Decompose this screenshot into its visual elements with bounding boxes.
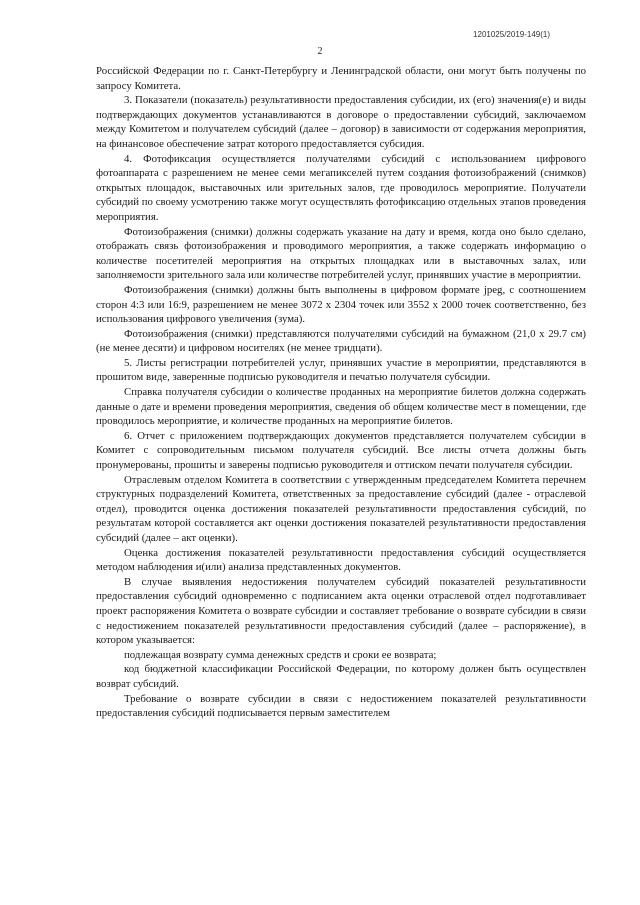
document-body — [96, 64, 586, 721]
paragraph: Отраслевым отделом Комитета в соответствии с утвержденным председателем Комитета перечнем структурных подразделений Комитета, ответственных за предоставление субсидий (далее - отраслевой отдел), проводится оценка достижения показателей результативности предоставления субсидий, по результатам которой составляется акт оценки достижения показателей результативности предоставления субсидий (далее – акт оценки). — [96, 473, 586, 544]
paragraph: Российской Федерации по г. Санкт-Петербургу и Ленинградской области, они могут быть получены по запросу Комитета. — [96, 65, 586, 92]
paragraph: В случае выявления недостижения получателем субсидий показателей результативности предоставления субсидий одновременно с подписанием акта оценки отраслевой отдел подготавливает проект распоряжения Комитета о возврате субсидии и составляет требование о возврате субсидии в связи с недостижением показателей результативности предоставления субсидий (далее – распоряжение), в котором указывается: — [96, 575, 586, 647]
paragraph: Фотоизображения (снимки) представляются получателями субсидий на бумажном (21,0 x 29.7 см) (не менее десяти) и цифровом носителях (не менее тридцати). — [96, 327, 586, 355]
paragraph: Требование о возврате субсидии в связи с недостижением показателей результативности предоставления субсидий подписывается первым заместителем — [96, 692, 586, 720]
paragraph: Справка получателя субсидии о количестве проданных на мероприятие билетов должна содержать данные о дате и времени проведения мероприятия, сведения об общем количестве мест в помещении, где проводилось мероприятие, и количестве проданных на мероприятие билетов. — [96, 386, 586, 428]
paragraph: 5. Листы регистрации потребителей услуг, принявших участие в мероприятии, представляются в прошитом виде, заверенные подписью руководителя и печатью получателя субсидии. — [96, 356, 586, 384]
document-id: 1201025/2019-149(1) — [473, 30, 550, 39]
paragraph: 3. Показатели (показатель) результативности предоставления субсидии, их (его) значения(е) и виды подтверждающих документов устанавливаются в договоре о предоставлении субсидий, заключаемом между Комитетом и получателем субсидий (далее – договор) в зависимости от содержания мероприятия, на финансовое обеспечение затрат которого предоставляется субсидия. — [96, 94, 586, 150]
paragraph: Оценка достижения показателей результативности предоставления субсидий осуществляется методом наблюдения и(или) анализа представленных документов. — [96, 546, 586, 574]
paragraph: подлежащая возврату сумма денежных средств и сроки ее возврата; — [124, 648, 437, 661]
page-number: 2 — [317, 46, 323, 57]
paragraph: Фотоизображения (снимки) должны быть выполнены в цифровом формате jpeg, с соотношением сторон 4:3 или 16:9, разрешением не менее 3072 x 2304 точек или 3552 x 2000 точек соответственно, без использования цифрового увеличения (зума). — [96, 283, 586, 326]
paragraph: код бюджетной классификации Российской Федерации, по которому должен быть осуществлен возврат субсидий. — [96, 663, 586, 690]
paragraph: 6. Отчет с приложением подтверждающих документов представляется получателем субсидии в Комитет с сопроводительным письмом получателя субсидий. Все листы отчета должны быть пронумерованы, прошиты и заверены подписью руководителя и оттиском печати получателя субсидии. — [96, 429, 586, 472]
paragraph: 4. Фотофиксация осуществляется получателями субсидий с использованием цифрового фотоаппарата с разрешением не менее семи мегапикселей путем создания фотоизображений (снимков) открытых площадок, выставочных или зрительных залов, где проводилось мероприятие. Получатели субсидий по своему усмотрению также могут осуществлять фотофиксацию отдельных этапов проведения мероприятия. — [96, 152, 586, 223]
paragraph: Фотоизображения (снимки) должны содержать указание на дату и время, когда оно было сделано, отображать связь фотоизображения и проводимого мероприятия, а также содержать информацию о количестве посетителей мероприятия на открытых площадках или в выставочных залах, или заполняемости зрительного зала или количестве потребителей услуг, принявших участие в мероприятии. — [96, 225, 586, 282]
